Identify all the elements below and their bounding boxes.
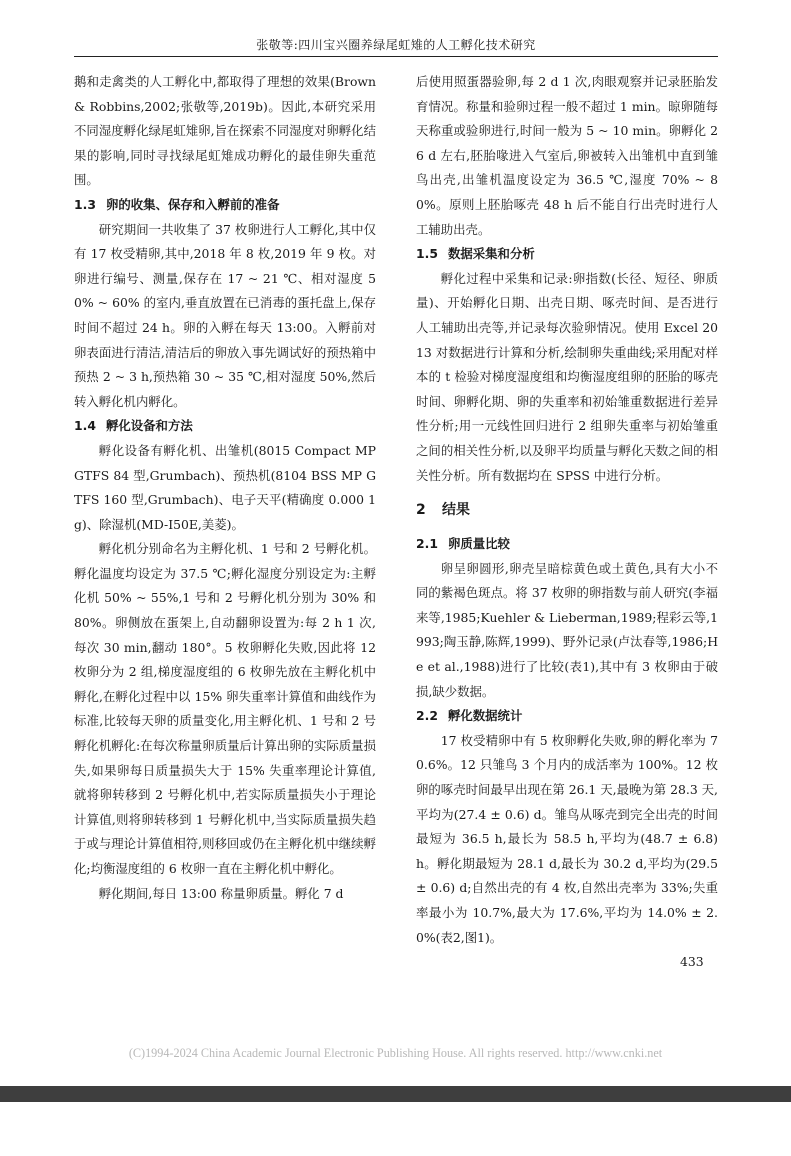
section-1-5-heading [416, 242, 718, 267]
section-2-heading [416, 498, 718, 522]
section-number: 2 [416, 502, 426, 519]
section-1-5-paragraph: 孵化过程中采集和记录:卵指数(长径、短径、卵质量)、开始孵化日期、出壳日期、啄壳时间、是否进行人工辅助出壳等,并记录每次验卵情况。使用 Excel 2013 对数据进行计算和分析,绘制卵失重曲线;采用配对样本的 t 检验对梯度湿度组和均衡湿度组卵的胚胎的啄壳时间、卵孵化期、卵的失重率和初始雏重数据进行差异性分析;用一元线性回归进行 2 组卵失重率与初始雏重之间的相关性分析,以及卵平均质量与孵化天数之间的相关性分析。所有数据均在 SPSS 中进行分析。 [416, 270, 718, 483]
section-number: 2.2 [416, 708, 438, 724]
section-1-3-paragraph: 研究期间一共收集了 37 枚卵进行人工孵化,其中仅有 17 枚受精卵,其中,2018 年 8 枚,2019 年 9 枚。对卵进行编号、测量,保存在 17 ~ 21 ℃、相对湿度 50% ~ 60% 的室内,垂直放置在已消毒的蛋托盘上,保存时间不超过 24 h。卵的入孵在每天 13:00。入孵前对卵表面进行清洁,清洁后的卵放入事先调试好的预热箱中预热 2 ~ 3 h,预热箱 30 ~ 35 ℃,相对湿度 50%,然后转入孵化机内孵化。 [74, 221, 376, 409]
section-title: 数据采集和分析 [448, 246, 535, 262]
header-divider [74, 56, 718, 57]
section-2-2-paragraph: 17 枚受精卵中有 5 枚卵孵化失败,卵的孵化率为 70.6%。12 只雏鸟 3 个月内的成活率为 100%。12 枚卵的啄壳时间最早出现在第 26.1 天,最晚为第 28.3 天,平均为(27.4 ± 0.6) d。雏鸟从啄壳到完全出壳的时间最短为 36.5 h,最长为 58.5 h,平均为(48.7 ± 6.8) h。孵化期最短为 28.1 d,最长为 30.2 d,平均为(29.5 ± 0.6) d;自然出壳的有 4 枚,自然出壳率为 33%;失重率最小为 10.7%,最大为 17.6%,平均为 14.0% ± 2.0%(表2,图1)。 [416, 732, 718, 945]
section-number: 2.1 [416, 536, 438, 552]
copyright-footer: (C)1994-2024 China Academic Journal Electronic Publishing House. All rights reserved. http://www.cnki.net [128, 1046, 663, 1060]
right-column [416, 70, 718, 950]
intro-paragraph-continuation: 鹅和走禽类的人工孵化中,都取得了理想的效果(Brown & Robbins,2002;张敬等,2019b)。因此,本研究采用不同湿度孵化绿尾虹雉卵,旨在探索不同湿度对卵孵化结果的影响,同时寻找绿尾虹雉成功孵化的最佳卵失重范围。 [74, 74, 376, 188]
section-1-4-paragraph-equipment: 孵化设备有孵化机、出雏机(8015 Compact MP GTFS 84 型,Grumbach)、预热机(8104 BSS MP GTFS 160 型,Grumbach)、电子天平(精确度 0.000 1 g)、除湿机(MD-I50E,美菱)。 [74, 442, 376, 532]
section-title: 卵的收集、保存和入孵前的准备 [106, 196, 280, 212]
page-number: 433 [680, 954, 704, 969]
section-title: 结果 [442, 502, 470, 519]
section-1-4-heading [74, 414, 376, 439]
bottom-scrollbar-band [0, 1086, 791, 1102]
weighing-paragraph-continuation: 后使用照蛋器验卵,每 2 d 1 次,肉眼观察并记录胚胎发育情况。称量和验卵过程一般不超过 1 min。晾卵随每天称重或验卵进行,时间一般为 5 ~ 10 min。卵孵化 26 d 左右,胚胎喙进入气室后,卵被转入出雏机中直到雏鸟出壳,出雏机温度设定为 36.5 ℃,湿度 70% ~ 80%。原则上胚胎啄壳 48 h 后不能自行出壳时进行人工辅助出壳。 [416, 74, 718, 237]
section-number: 1.3 [74, 196, 96, 212]
section-title: 孵化数据统计 [448, 708, 523, 724]
section-title: 卵质量比较 [448, 536, 510, 552]
section-title: 孵化设备和方法 [106, 418, 193, 434]
left-column [74, 70, 376, 906]
section-2-1-paragraph: 卵呈卵圆形,卵壳呈暗棕黄色或土黄色,具有大小不同的紫褐色斑点。将 37 枚卵的卵指数与前人研究(李福来等,1985;Kuehler & Lieberman,1989;程彩云等,1993;陶玉静,陈辉,1999)、野外记录(卢汰春等,1986;He et al.,1988)进行了比较(表1),其中有 3 枚卵由于破损,缺少数据。 [416, 560, 718, 699]
running-header: 张敬等:四川宝兴圈养绿尾虹雉的人工孵化技术研究 [256, 38, 536, 52]
section-2-2-heading [416, 704, 718, 729]
section-1-4-paragraph-method: 孵化机分别命名为主孵化机、1 号和 2 号孵化机。孵化温度均设定为 37.5 ℃;孵化湿度分别设定为:主孵化机 50% ~ 55%,1 号和 2 号孵化机分别为 30% 和 80%。卵侧放在蛋架上,自动翻卵设置为:每 2 h 1 次,每次 30 min,翻动 180°。5 枚卵孵化失败,因此将 12 枚卵分为 2 组,梯度湿度组的 6 枚卵先放在主孵化机中孵化,在孵化过程中以 15% 卵失重率计算值和曲线作为标准,比较每天卵的质量变化,用主孵化机、1 号和 2 号孵化机孵化:在每次称量卵质量后计算出卵的实际质量损失,如果卵每日质量损失大于 15% 失重率理论计算值,就将卵转移到 2 号孵化机中,若实际质量损失小于理论计算值,则将卵转移到 1 号孵化机中,当实际质量损失趋于或与理论计算值相符,则移回或仍在主孵化机中继续孵化;均衡湿度组的 6 枚卵一直在主孵化机中孵化。 [74, 541, 376, 876]
section-2-1-heading [416, 532, 718, 557]
section-1-4-paragraph-weighing: 孵化期间,每日 13:00 称量卵质量。孵化 7 d [98, 885, 344, 901]
section-number: 1.5 [416, 246, 438, 262]
section-number: 1.4 [74, 418, 96, 434]
section-1-3-heading [74, 193, 376, 218]
